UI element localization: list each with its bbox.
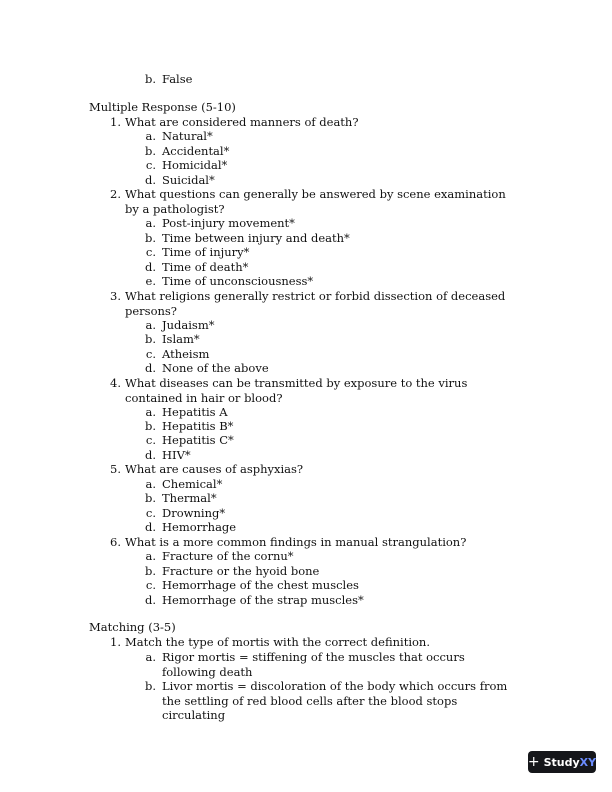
question-text: What is a more common findings in manual strangulation? (125, 535, 467, 549)
option-letter: b. (144, 491, 156, 505)
question-number: 5. (110, 462, 121, 476)
option-text: Fracture of the cornu* (162, 549, 294, 563)
option-text: False (162, 72, 193, 86)
option-letter: d. (144, 260, 156, 274)
option-letter: d. (144, 520, 156, 534)
option-letter: b. (144, 419, 156, 433)
option-text: Fracture or the hyoid bone (162, 564, 320, 578)
question-text: Match the type of mortis with the correct definition. (125, 635, 430, 649)
option-text: None of the above (162, 361, 269, 375)
option-text: Chemical* (162, 477, 223, 491)
option-text: Thermal* (162, 491, 217, 505)
question-text: What are considered manners of death? (125, 115, 359, 129)
option-text: Drowning* (162, 506, 226, 520)
question-text: What diseases can be transmitted by exposure to the virus contained in hair or blood? (125, 376, 468, 405)
option-text: Islam* (162, 332, 200, 346)
studyxy-badge[interactable] (528, 751, 596, 773)
option-text: Natural* (162, 129, 213, 143)
brand-name: StudyXY (543, 755, 597, 769)
option-text: Accidental* (162, 144, 230, 158)
option-text: Rigor mortis = stiffening of the muscles that occurs following death (162, 650, 465, 679)
option-letter: b. (144, 231, 156, 245)
option-letter: a. (145, 129, 156, 143)
option-letter: b. (144, 144, 156, 158)
section-heading-matching: Matching (3-5) (89, 620, 176, 634)
option-text: Time of unconsciousness* (162, 274, 314, 288)
option-letter: a. (145, 216, 156, 230)
option-text: Time of injury* (162, 245, 250, 259)
option-letter: d. (144, 173, 156, 187)
question-number: 6. (110, 535, 121, 549)
option-letter: e. (145, 274, 156, 288)
option-letter: d. (144, 361, 156, 375)
option-text: Hemorrhage of the strap muscles* (162, 593, 364, 607)
question-text: What are causes of asphyxias? (125, 462, 304, 476)
option-letter: b. (144, 332, 156, 346)
plus-icon: + (527, 754, 540, 770)
option-letter: c. (145, 506, 156, 520)
option-text: Atheism (162, 347, 210, 361)
option-letter: c. (145, 158, 156, 172)
option-letter: b. (144, 564, 156, 578)
option-letter: a. (145, 549, 156, 563)
option-text: Homicidal* (162, 158, 228, 172)
option-text: Time between injury and death* (162, 231, 350, 245)
option-letter: a. (145, 650, 156, 664)
option-letter: b. (144, 72, 156, 86)
option-text: Hepatitis C* (162, 433, 234, 447)
question-number: 1. (110, 635, 121, 649)
option-letter: c. (145, 347, 156, 361)
option-text: Hepatitis B* (162, 419, 234, 433)
option-letter: a. (145, 318, 156, 332)
option-text: Judaism* (162, 318, 215, 332)
question-number: 3. (110, 289, 121, 303)
option-letter: d. (144, 448, 156, 462)
option-letter: b. (144, 679, 156, 693)
option-text: HIV* (162, 448, 191, 462)
question-number: 2. (110, 187, 121, 201)
option-text: Post-injury movement* (162, 216, 295, 230)
section-heading-multiple-response: Multiple Response (5-10) (89, 100, 236, 114)
option-letter: c. (145, 433, 156, 447)
option-letter: c. (145, 578, 156, 592)
option-letter: d. (144, 593, 156, 607)
option-text: Hepatitis A (162, 405, 228, 419)
option-text: Time of death* (162, 260, 249, 274)
question-text: What religions generally restrict or forbid dissection of deceased persons? (125, 289, 506, 318)
question-text: What questions can generally be answered by scene examination by a pathologist? (125, 187, 506, 216)
option-text: Hemorrhage of the chest muscles (162, 578, 359, 592)
option-text: Suicidal* (162, 173, 215, 187)
option-text: Hemorrhage (162, 520, 237, 534)
option-letter: c. (145, 245, 156, 259)
option-letter: a. (145, 405, 156, 419)
option-text: Livor mortis = discoloration of the body which occurs from the settling of red blood cells after the blood stops circulating (162, 679, 508, 722)
question-number: 1. (110, 115, 121, 129)
question-number: 4. (110, 376, 121, 390)
option-letter: a. (145, 477, 156, 491)
